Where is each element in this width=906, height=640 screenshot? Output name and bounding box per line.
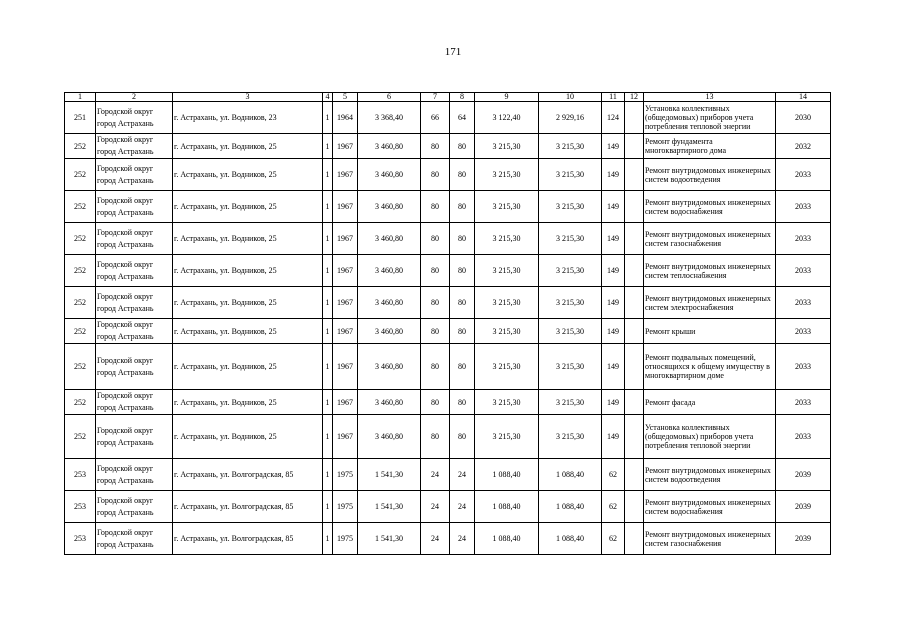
cell-col-7: 80 [421, 415, 450, 459]
cell-area-9: 3 215,30 [475, 255, 539, 287]
cell-col-8: 80 [450, 390, 475, 415]
cell-area-10: 3 215,30 [539, 223, 602, 255]
cell-address: г. Астрахань, ул. Водников, 25 [173, 134, 323, 159]
cell-area-9: 3 215,30 [475, 390, 539, 415]
cell-area-9: 3 215,30 [475, 344, 539, 390]
cell-col-12 [625, 415, 644, 459]
cell-year: 1967 [333, 319, 358, 344]
cell-residents: 149 [602, 287, 625, 319]
cell-municipality: Городской округ город Астрахань [96, 415, 173, 459]
cell-col-7: 80 [421, 134, 450, 159]
cell-area-9: 1 088,40 [475, 491, 539, 523]
cell-floors: 1 [323, 319, 333, 344]
col-header: 8 [450, 93, 475, 102]
cell-work-type: Установка коллективных (общедомовых) приборов учета потребления тепловой энергии [644, 415, 776, 459]
col-header: 12 [625, 93, 644, 102]
cell-total-area: 3 460,80 [358, 390, 421, 415]
cell-col-7: 80 [421, 390, 450, 415]
col-header: 2 [96, 93, 173, 102]
col-header: 11 [602, 93, 625, 102]
cell-year: 1975 [333, 459, 358, 491]
cell-area-9: 3 122,40 [475, 102, 539, 134]
cell-col-7: 80 [421, 223, 450, 255]
cell-plan-year: 2033 [776, 344, 831, 390]
cell-residents: 62 [602, 523, 625, 555]
cell-total-area: 3 460,80 [358, 255, 421, 287]
cell-row-number: 252 [65, 344, 96, 390]
cell-total-area: 3 460,80 [358, 223, 421, 255]
cell-floors: 1 [323, 344, 333, 390]
cell-col-12 [625, 223, 644, 255]
cell-work-type: Ремонт фасада [644, 390, 776, 415]
col-header: 5 [333, 93, 358, 102]
cell-work-type: Ремонт внутридомовых инженерных систем водоотведения [644, 459, 776, 491]
cell-row-number: 252 [65, 223, 96, 255]
cell-total-area: 3 460,80 [358, 134, 421, 159]
cell-address: г. Астрахань, ул. Водников, 25 [173, 390, 323, 415]
cell-municipality: Городской округ город Астрахань [96, 491, 173, 523]
cell-col-8: 80 [450, 319, 475, 344]
cell-col-12 [625, 191, 644, 223]
cell-municipality: Городской округ город Астрахань [96, 191, 173, 223]
cell-year: 1967 [333, 390, 358, 415]
cell-total-area: 1 541,30 [358, 459, 421, 491]
cell-plan-year: 2033 [776, 191, 831, 223]
cell-municipality: Городской округ город Астрахань [96, 523, 173, 555]
cell-total-area: 1 541,30 [358, 523, 421, 555]
cell-address: г. Астрахань, ул. Водников, 25 [173, 287, 323, 319]
cell-col-7: 80 [421, 159, 450, 191]
cell-year: 1967 [333, 134, 358, 159]
cell-col-7: 24 [421, 491, 450, 523]
column-number-row [65, 93, 831, 102]
cell-residents: 149 [602, 134, 625, 159]
cell-area-10: 1 088,40 [539, 491, 602, 523]
cell-col-8: 80 [450, 344, 475, 390]
cell-year: 1967 [333, 255, 358, 287]
cell-residents: 149 [602, 255, 625, 287]
cell-row-number: 252 [65, 287, 96, 319]
cell-col-12 [625, 159, 644, 191]
cell-work-type: Ремонт крыши [644, 319, 776, 344]
cell-municipality: Городской округ город Астрахань [96, 159, 173, 191]
cell-area-10: 1 088,40 [539, 459, 602, 491]
cell-address: г. Астрахань, ул. Волгоградская, 85 [173, 459, 323, 491]
cell-row-number: 252 [65, 191, 96, 223]
cell-floors: 1 [323, 459, 333, 491]
table-row [65, 491, 831, 523]
cell-col-8: 80 [450, 287, 475, 319]
cell-work-type: Установка коллективных (общедомовых) приборов учета потребления тепловой энергии [644, 102, 776, 134]
cell-address: г. Астрахань, ул. Волгоградская, 85 [173, 491, 323, 523]
cell-plan-year: 2039 [776, 459, 831, 491]
cell-col-7: 66 [421, 102, 450, 134]
cell-year: 1964 [333, 102, 358, 134]
cell-row-number: 252 [65, 159, 96, 191]
cell-work-type: Ремонт внутридомовых инженерных систем теплоснабжения [644, 255, 776, 287]
cell-residents: 62 [602, 491, 625, 523]
cell-col-8: 24 [450, 491, 475, 523]
cell-floors: 1 [323, 223, 333, 255]
cell-work-type: Ремонт внутридомовых инженерных систем водоснабжения [644, 491, 776, 523]
cell-work-type: Ремонт внутридомовых инженерных систем газоснабжения [644, 223, 776, 255]
cell-area-10: 3 215,30 [539, 319, 602, 344]
cell-area-10: 3 215,30 [539, 159, 602, 191]
cell-floors: 1 [323, 134, 333, 159]
cell-total-area: 1 541,30 [358, 491, 421, 523]
cell-address: г. Астрахань, ул. Водников, 25 [173, 255, 323, 287]
cell-col-8: 24 [450, 459, 475, 491]
cell-year: 1967 [333, 223, 358, 255]
cell-floors: 1 [323, 159, 333, 191]
cell-address: г. Астрахань, ул. Водников, 25 [173, 344, 323, 390]
cell-col-12 [625, 491, 644, 523]
col-header: 6 [358, 93, 421, 102]
cell-col-8: 80 [450, 191, 475, 223]
cell-municipality: Городской округ город Астрахань [96, 223, 173, 255]
cell-residents: 149 [602, 159, 625, 191]
cell-municipality: Городской округ город Астрахань [96, 390, 173, 415]
col-header: 10 [539, 93, 602, 102]
cell-total-area: 3 460,80 [358, 159, 421, 191]
cell-plan-year: 2033 [776, 255, 831, 287]
cell-residents: 149 [602, 344, 625, 390]
cell-total-area: 3 460,80 [358, 319, 421, 344]
cell-municipality: Городской округ город Астрахань [96, 287, 173, 319]
cell-area-10: 3 215,30 [539, 390, 602, 415]
col-header: 3 [173, 93, 323, 102]
cell-col-12 [625, 102, 644, 134]
cell-row-number: 252 [65, 415, 96, 459]
table-row [65, 102, 831, 134]
cell-year: 1975 [333, 491, 358, 523]
cell-col-7: 24 [421, 523, 450, 555]
cell-plan-year: 2033 [776, 159, 831, 191]
cell-year: 1967 [333, 159, 358, 191]
table-row [65, 134, 831, 159]
cell-area-9: 3 215,30 [475, 223, 539, 255]
cell-plan-year: 2033 [776, 415, 831, 459]
cell-area-10: 1 088,40 [539, 523, 602, 555]
cell-total-area: 3 460,80 [358, 344, 421, 390]
cell-total-area: 3 460,80 [358, 415, 421, 459]
cell-area-10: 3 215,30 [539, 287, 602, 319]
cell-row-number: 253 [65, 523, 96, 555]
cell-col-8: 64 [450, 102, 475, 134]
cell-residents: 149 [602, 223, 625, 255]
cell-col-7: 80 [421, 344, 450, 390]
cell-floors: 1 [323, 191, 333, 223]
cell-row-number: 252 [65, 319, 96, 344]
col-header: 9 [475, 93, 539, 102]
cell-col-12 [625, 134, 644, 159]
cell-residents: 149 [602, 390, 625, 415]
cell-col-8: 80 [450, 159, 475, 191]
cell-address: г. Астрахань, ул. Водников, 25 [173, 191, 323, 223]
cell-row-number: 252 [65, 390, 96, 415]
cell-residents: 149 [602, 319, 625, 344]
cell-year: 1967 [333, 415, 358, 459]
cell-plan-year: 2039 [776, 523, 831, 555]
cell-year: 1975 [333, 523, 358, 555]
cell-plan-year: 2033 [776, 287, 831, 319]
cell-plan-year: 2033 [776, 319, 831, 344]
cell-plan-year: 2033 [776, 223, 831, 255]
cell-col-8: 80 [450, 223, 475, 255]
cell-area-9: 1 088,40 [475, 523, 539, 555]
table-row [65, 523, 831, 555]
cell-work-type: Ремонт внутридомовых инженерных систем водоснабжения [644, 191, 776, 223]
cell-year: 1967 [333, 191, 358, 223]
cell-plan-year: 2030 [776, 102, 831, 134]
cell-address: г. Астрахань, ул. Водников, 25 [173, 415, 323, 459]
table-row [65, 255, 831, 287]
cell-area-9: 3 215,30 [475, 134, 539, 159]
table-row [65, 159, 831, 191]
table-row [65, 191, 831, 223]
col-header: 14 [776, 93, 831, 102]
cell-residents: 149 [602, 191, 625, 223]
cell-year: 1967 [333, 344, 358, 390]
page-number: 171 [444, 46, 462, 58]
cell-year: 1967 [333, 287, 358, 319]
cell-row-number: 253 [65, 491, 96, 523]
cell-row-number: 251 [65, 102, 96, 134]
cell-address: г. Астрахань, ул. Водников, 25 [173, 223, 323, 255]
cell-plan-year: 2039 [776, 491, 831, 523]
cell-address: г. Астрахань, ул. Волгоградская, 85 [173, 523, 323, 555]
cell-col-8: 80 [450, 255, 475, 287]
cell-total-area: 3 460,80 [358, 191, 421, 223]
cell-total-area: 3 368,40 [358, 102, 421, 134]
cell-area-9: 3 215,30 [475, 191, 539, 223]
cell-plan-year: 2032 [776, 134, 831, 159]
col-header: 1 [65, 93, 96, 102]
cell-col-12 [625, 459, 644, 491]
cell-area-9: 3 215,30 [475, 319, 539, 344]
cell-floors: 1 [323, 491, 333, 523]
cell-work-type: Ремонт внутридомовых инженерных систем газоснабжения [644, 523, 776, 555]
cell-row-number: 253 [65, 459, 96, 491]
cell-municipality: Городской округ город Астрахань [96, 255, 173, 287]
cell-area-10: 3 215,30 [539, 191, 602, 223]
repair-program-table [64, 92, 831, 555]
cell-col-7: 80 [421, 191, 450, 223]
table-body [65, 93, 831, 555]
cell-municipality: Городской округ город Астрахань [96, 344, 173, 390]
col-header: 13 [644, 93, 776, 102]
cell-municipality: Городской округ город Астрахань [96, 102, 173, 134]
cell-work-type: Ремонт внутридомовых инженерных систем электроснабжения [644, 287, 776, 319]
cell-municipality: Городской округ город Астрахань [96, 319, 173, 344]
cell-col-8: 24 [450, 523, 475, 555]
cell-area-10: 3 215,30 [539, 255, 602, 287]
cell-plan-year: 2033 [776, 390, 831, 415]
table-row [65, 415, 831, 459]
cell-municipality: Городской округ город Астрахань [96, 134, 173, 159]
cell-col-8: 80 [450, 134, 475, 159]
cell-area-9: 3 215,30 [475, 159, 539, 191]
cell-col-12 [625, 523, 644, 555]
cell-work-type: Ремонт подвальных помещений, относящихся к общему имуществу в многоквартирном доме [644, 344, 776, 390]
cell-col-7: 80 [421, 319, 450, 344]
cell-work-type: Ремонт фундамента многоквартирного дома [644, 134, 776, 159]
cell-floors: 1 [323, 415, 333, 459]
cell-address: г. Астрахань, ул. Водников, 25 [173, 319, 323, 344]
cell-row-number: 252 [65, 255, 96, 287]
cell-col-12 [625, 287, 644, 319]
cell-work-type: Ремонт внутридомовых инженерных систем водоотведения [644, 159, 776, 191]
cell-area-9: 1 088,40 [475, 459, 539, 491]
table-row [65, 390, 831, 415]
cell-floors: 1 [323, 255, 333, 287]
cell-address: г. Астрахань, ул. Водников, 23 [173, 102, 323, 134]
cell-floors: 1 [323, 287, 333, 319]
cell-col-12 [625, 255, 644, 287]
cell-col-7: 24 [421, 459, 450, 491]
cell-area-10: 3 215,30 [539, 415, 602, 459]
cell-col-12 [625, 319, 644, 344]
table-row [65, 287, 831, 319]
cell-col-7: 80 [421, 255, 450, 287]
cell-address: г. Астрахань, ул. Водников, 25 [173, 159, 323, 191]
cell-area-10: 2 929,16 [539, 102, 602, 134]
cell-residents: 124 [602, 102, 625, 134]
cell-row-number: 252 [65, 134, 96, 159]
cell-floors: 1 [323, 390, 333, 415]
cell-municipality: Городской округ город Астрахань [96, 459, 173, 491]
cell-col-12 [625, 390, 644, 415]
col-header: 7 [421, 93, 450, 102]
col-header: 4 [323, 93, 333, 102]
cell-col-12 [625, 344, 644, 390]
cell-total-area: 3 460,80 [358, 287, 421, 319]
cell-area-9: 3 215,30 [475, 415, 539, 459]
cell-residents: 62 [602, 459, 625, 491]
cell-col-8: 80 [450, 415, 475, 459]
cell-area-10: 3 215,30 [539, 134, 602, 159]
cell-area-10: 3 215,30 [539, 344, 602, 390]
table-row [65, 319, 831, 344]
cell-floors: 1 [323, 102, 333, 134]
cell-col-7: 80 [421, 287, 450, 319]
table-row [65, 223, 831, 255]
table-row [65, 459, 831, 491]
table-row [65, 344, 831, 390]
cell-floors: 1 [323, 523, 333, 555]
cell-area-9: 3 215,30 [475, 287, 539, 319]
cell-residents: 149 [602, 415, 625, 459]
